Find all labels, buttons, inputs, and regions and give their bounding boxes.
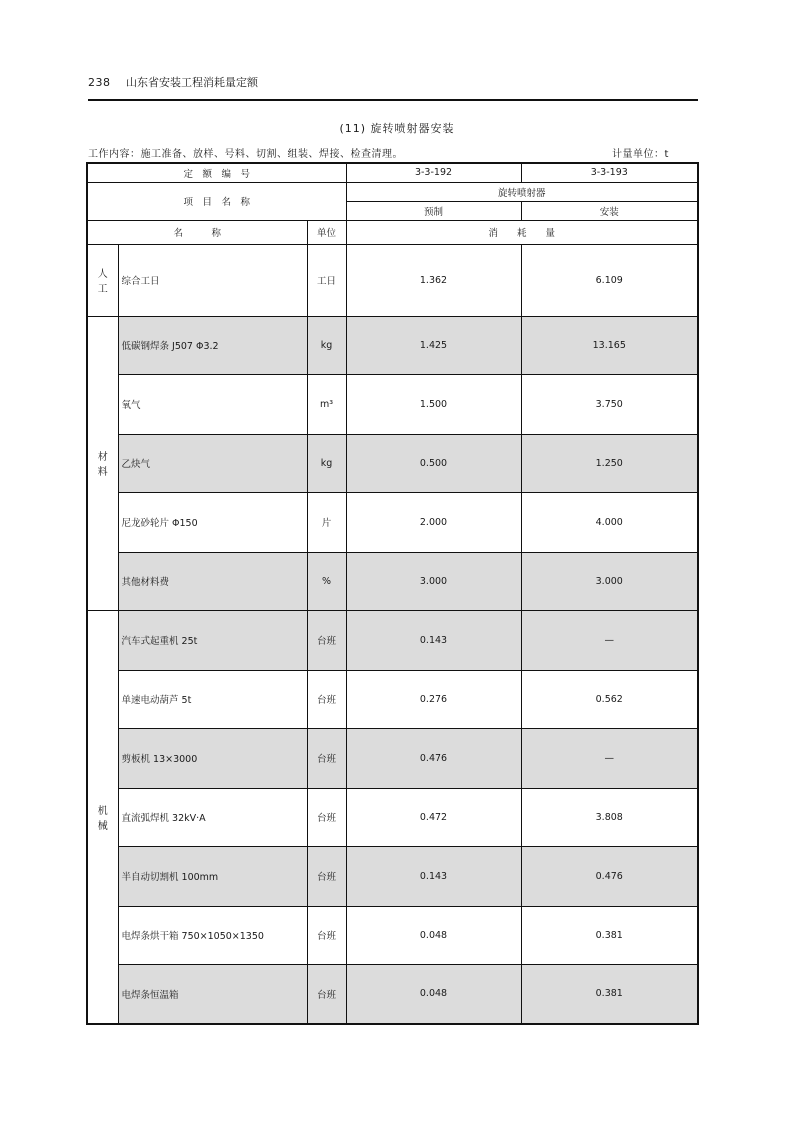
value-prefab: 0.048 — [346, 906, 521, 964]
item-name: 尼龙砂轮片 Φ150 — [118, 492, 307, 552]
table-row — [87, 492, 698, 552]
value-prefab: 0.472 — [346, 788, 521, 846]
quota-code-2: 3-3-193 — [521, 163, 698, 182]
table-row — [87, 316, 698, 374]
sub-item-1: 预制 — [346, 201, 521, 220]
item-unit: kg — [307, 316, 346, 374]
value-prefab: 1.425 — [346, 316, 521, 374]
book-title: 山东省安装工程消耗量定额 — [126, 76, 258, 89]
item-name: 单速电动葫芦 5t — [118, 670, 307, 728]
col-name-header: 名 称 — [87, 220, 307, 244]
category-cell — [87, 244, 118, 316]
item-unit: 台班 — [307, 964, 346, 1024]
value-install: 1.250 — [521, 434, 698, 492]
measurement-unit: 计量单位：t — [612, 149, 669, 160]
item-unit: m³ — [307, 374, 346, 434]
item-name: 其他材料费 — [118, 552, 307, 610]
table-row — [87, 728, 698, 788]
col-consumption-header: 消 耗 量 — [346, 220, 698, 244]
value-prefab: 3.000 — [346, 552, 521, 610]
quota-code-1: 3-3-192 — [346, 163, 521, 182]
table-row — [87, 552, 698, 610]
section-title: (11) 旋转喷射器安装 — [339, 122, 455, 135]
item-unit: 台班 — [307, 610, 346, 670]
category-char: 料 — [97, 467, 108, 478]
item-unit: 台班 — [307, 846, 346, 906]
table-row — [87, 610, 698, 670]
header-divider — [88, 99, 698, 101]
category-char: 人 — [97, 269, 108, 280]
table-row — [87, 906, 698, 964]
value-install: 3.750 — [521, 374, 698, 434]
table-row — [87, 788, 698, 846]
quota-code-row — [87, 163, 698, 182]
value-install: 0.476 — [521, 846, 698, 906]
sub-item-2: 安装 — [521, 201, 698, 220]
value-install: 0.381 — [521, 964, 698, 1024]
item-name-label: 项 目 名 称 — [87, 182, 346, 220]
item-unit: kg — [307, 434, 346, 492]
item-unit: 台班 — [307, 906, 346, 964]
value-prefab: 2.000 — [346, 492, 521, 552]
item-name: 电焊条烘干箱 750×1050×1350 — [118, 906, 307, 964]
value-prefab: 0.476 — [346, 728, 521, 788]
item-name: 乙炔气 — [118, 434, 307, 492]
value-prefab: 1.500 — [346, 374, 521, 434]
category-char: 械 — [97, 820, 108, 832]
quota-table — [86, 162, 699, 1025]
category-cell — [87, 316, 118, 610]
value-prefab: 0.143 — [346, 846, 521, 906]
category-cell — [87, 610, 118, 1024]
value-prefab: 1.362 — [346, 244, 521, 316]
item-name: 半自动切割机 100mm — [118, 846, 307, 906]
item-unit: 台班 — [307, 728, 346, 788]
value-install: — — [521, 728, 698, 788]
item-unit: 片 — [307, 492, 346, 552]
value-install: — — [521, 610, 698, 670]
value-install: 13.165 — [521, 316, 698, 374]
column-header-row — [87, 220, 698, 244]
value-install: 0.562 — [521, 670, 698, 728]
page-header — [88, 74, 698, 98]
value-prefab: 0.048 — [346, 964, 521, 1024]
item-name: 氧气 — [118, 374, 307, 434]
category-char: 材 — [97, 452, 108, 463]
item-unit: 台班 — [307, 670, 346, 728]
col-unit-header: 单位 — [307, 220, 346, 244]
item-name: 综合工日 — [118, 244, 307, 316]
item-unit: % — [307, 552, 346, 610]
item-name: 剪板机 13×3000 — [118, 728, 307, 788]
work-content: 工作内容：施工准备、放样、号料、切割、组装、焊接、检查清理。 — [88, 149, 403, 160]
page-number: 238 — [88, 76, 111, 89]
table-row — [87, 244, 698, 316]
value-install: 6.109 — [521, 244, 698, 316]
item-name: 低碳钢焊条 J507 Φ3.2 — [118, 316, 307, 374]
table-row — [87, 964, 698, 1024]
quota-code-label: 定 额 编 号 — [87, 163, 346, 182]
table-row — [87, 374, 698, 434]
table-row — [87, 846, 698, 906]
item-group-name: 旋转喷射器 — [346, 182, 698, 201]
value-install: 3.808 — [521, 788, 698, 846]
value-install: 0.381 — [521, 906, 698, 964]
item-unit: 台班 — [307, 788, 346, 846]
item-group-row — [87, 182, 698, 201]
item-unit: 工日 — [307, 244, 346, 316]
value-install: 4.000 — [521, 492, 698, 552]
item-name: 汽车式起重机 25t — [118, 610, 307, 670]
category-char: 工 — [97, 284, 108, 295]
item-name: 电焊条恒温箱 — [118, 964, 307, 1024]
table-row — [87, 434, 698, 492]
item-name: 直流弧焊机 32kV·A — [118, 788, 307, 846]
table-row — [87, 670, 698, 728]
value-prefab: 0.143 — [346, 610, 521, 670]
value-install: 3.000 — [521, 552, 698, 610]
value-prefab: 0.276 — [346, 670, 521, 728]
value-prefab: 0.500 — [346, 434, 521, 492]
category-char: 机 — [97, 805, 108, 817]
